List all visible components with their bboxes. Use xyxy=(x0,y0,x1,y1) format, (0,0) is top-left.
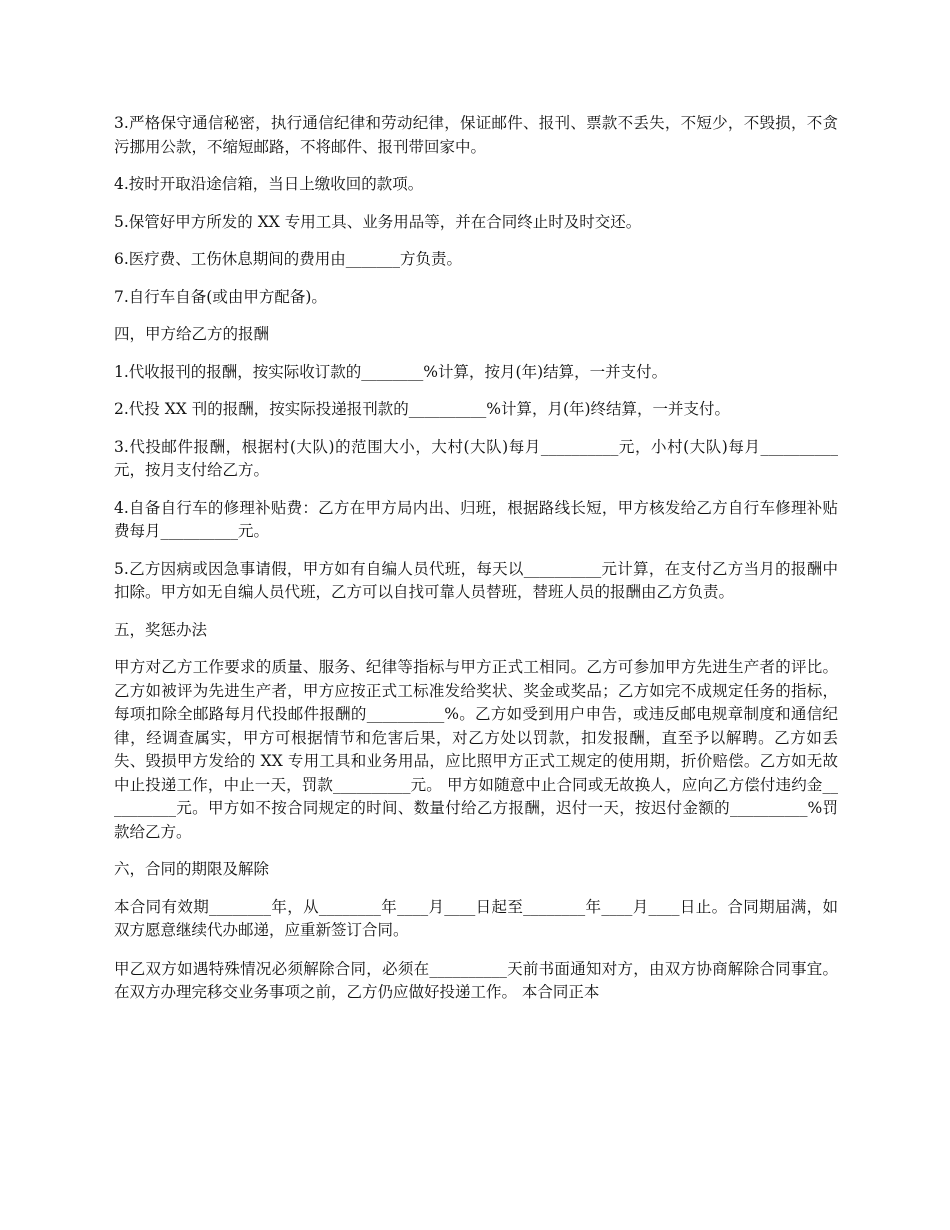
clause-7-bicycle: 7.自行车自备(或由甲方配备)。 xyxy=(114,287,327,306)
pay-clause-3: 3.代投邮件报酬，根据村(大队)的范围大小，大村(大队)每月__________元，小村(大队)每月__________元，按月支付给乙方。 xyxy=(114,437,838,479)
clause-6-medical: 6.医疗费、工伤休息期间的费用由_______方负责。 xyxy=(114,250,463,268)
contract-termination-body: 甲乙双方如遇特殊情况必须解除合同，必须在__________天前书面通知对方，由双方协商解除合同事宜。在双方办理完移交业务事项之前，乙方仍应做好投递工作。 本合同正本 xyxy=(114,959,838,1001)
pay-clause-5: 5.乙方因病或因急事请假，甲方如有自编人员代班，每天以__________元计算，在支付乙方当月的报酬中扣除。甲方如无自编人员代班，乙方可以自找可靠人员替班，替班人员的报酬由乙方负责。 xyxy=(114,559,838,601)
pay-clause-4: 4.自备自行车的修理补贴费：乙方在甲方局内出、归班，根据路线长短，甲方核发给乙方自行车修理补贴费每月__________元。 xyxy=(114,498,838,540)
clause-3-confidentiality: 3.严格保守通信秘密，执行通信纪律和劳动纪律，保证邮件、报刊、票款不丢失，不短少，不毁损，不贪污挪用公款，不缩短邮路，不将邮件、报刊带回家中。 xyxy=(114,114,838,156)
section-4-heading: 四，甲方给乙方的报酬 xyxy=(114,325,270,343)
contract-term-body: 本合同有效期________年，从________年____月____日起至________年____月____日止。合同期届满，如双方愿意继续代办邮递，应重新签订合同。 xyxy=(114,897,838,939)
pay-clause-1: 1.代收报刊的报酬，按实际收订款的________%计算，按月(年)结算，一并支付。 xyxy=(114,362,668,381)
pay-clause-2: 2.代投 XX 刊的报酬，按实际投递报刊款的__________%计算，月(年)终结算，一并支付。 xyxy=(114,400,731,418)
section-6-heading: 六，合同的期限及解除 xyxy=(114,860,270,878)
clause-4-mailbox: 4.按时开取沿途信箱，当日上缴收回的款项。 xyxy=(114,175,424,193)
clause-5-tools: 5.保管好甲方所发的 XX 专用工具、业务用品等，并在合同终止时及时交还。 xyxy=(114,212,642,231)
section-5-heading: 五，奖惩办法 xyxy=(114,620,208,639)
rewards-penalties-body: 甲方对乙方工作要求的质量、服务、纪律等指标与甲方正式工相同。乙方可参加甲方先进生产者的评比。乙方如被评为先进生产者，甲方应按正式工标准发给奖状、奖金或奖品；乙方如完不成规定任务的指标，每项扣除全邮路每月代投邮件报酬的__________%。乙方如受到用户申告，或违反邮电规章制度和通信纪律，经调查属实，甲方可根据情节和危害后果，对乙方处以罚款，扣发报酬，直至予以解聘。乙方如丢失、毁损甲方发给的 XX 专用工具和业务用品，应比照甲方正式工规定的使用期，折价赔偿。乙方如无故中止投递工作，中止一天，罚款__________元。 甲方如随意中止合同或无故换人，应向乙方偿付违约金__________元。甲方如不按合同规定的时间、数量付给乙方报酬，迟付一天，按迟付金额的__________%罚款给乙方。 xyxy=(114,658,838,841)
document-page xyxy=(114,112,838,1005)
